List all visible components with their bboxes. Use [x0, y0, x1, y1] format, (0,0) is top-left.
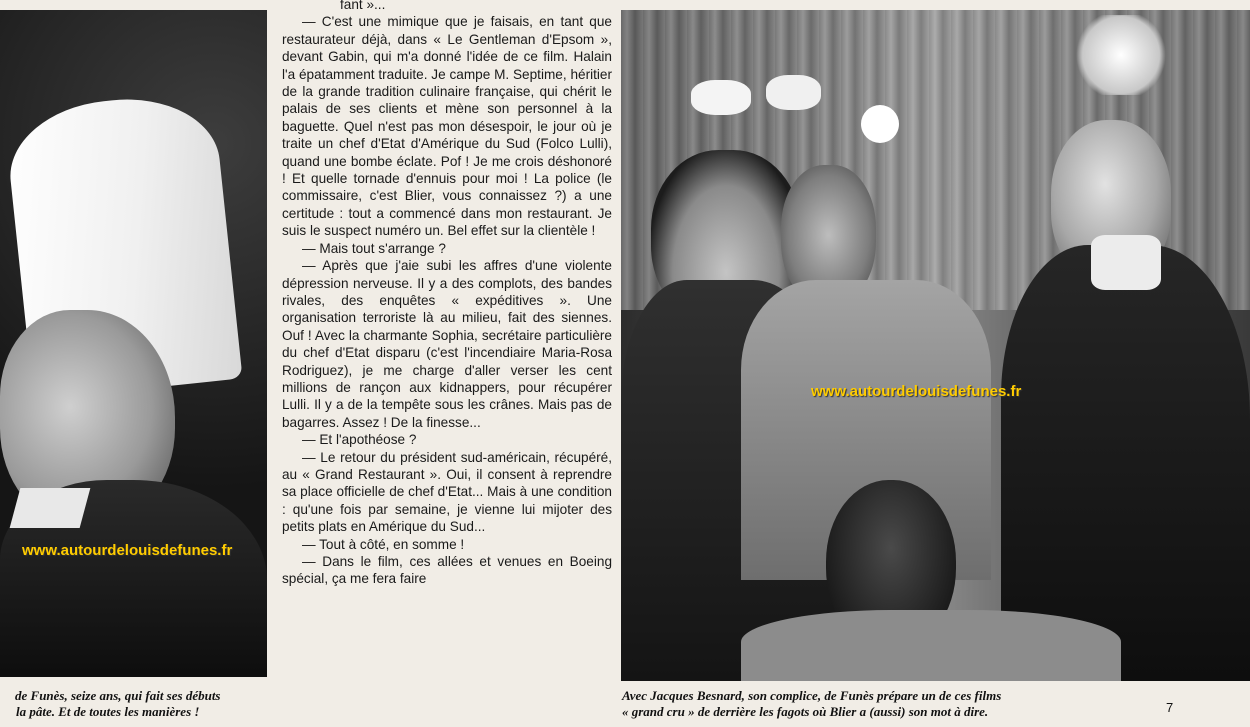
- article-column: [282, 0, 612, 727]
- wall-lamp: [766, 75, 821, 110]
- article-paragraph: — Mais tout s'arrange ?: [302, 240, 446, 256]
- photo-film-set: [621, 10, 1250, 681]
- article-paragraph: — Dans le film, ces allées et venues en Boeing spécial, ça me fera faire: [282, 554, 612, 587]
- article-paragraph: — Le retour du président sud-américain, récupéré, au « Grand Restaurant ». Oui, il consent à reprendre sa place officielle de chef d'Etat... Mais à une condition : qu'une fois par semaine, je vienne lui mijoter des petits plats en Amérique du Sud...: [282, 449, 612, 535]
- photo-chef-hat: [0, 10, 267, 677]
- page-number: 7: [1166, 700, 1174, 715]
- wall-lamp: [691, 80, 751, 115]
- caption-left-line-1: de Funès, seize ans, qui fait ses débuts: [15, 688, 221, 703]
- article-top-fragment: fant »...: [340, 0, 386, 12]
- caption-right-line-1: Avec Jacques Besnard, son complice, de Funès prépare un de ces films: [622, 688, 1002, 703]
- caption-left-line-2: la pâte. Et de toutes les manières !: [16, 704, 200, 719]
- article-paragraph: — Après que j'aie subi les affres d'une violente dépression nerveuse. Il y a des complots, des bandes rivales, des enquêtes « expéditives ». Une organisation terroriste là au milieu, fait des siennes. Ouf ! Avec la charmante Sophia, secrétaire particulière du chef d'Etat disparu (c'est l'incendiaire Maria-Rosa Rodriguez), je me charge d'aller verser les cent millions de rançon aux kidnappers, pour récupérer Lulli. Il y a de la tempête sous les crânes. Mais pas de bagarres. Assez ! De la finesse...: [282, 258, 612, 430]
- studio-light: [861, 105, 899, 143]
- watermark-right: www.autourdelouisdefunes.fr: [811, 383, 1022, 400]
- article-paragraph: — Et l'apothéose ?: [302, 432, 417, 448]
- article-paragraph: — Tout à côté, en somme !: [302, 536, 465, 552]
- watermark-left: www.autourdelouisdefunes.fr: [22, 542, 233, 559]
- white-scarf: [1091, 235, 1161, 290]
- caption-right-line-2: « grand cru » de derrière les fagots où Blier a (aussi) son mot à dire.: [622, 704, 989, 719]
- child-shoulders: [741, 610, 1121, 681]
- chandelier: [1071, 15, 1171, 95]
- article-paragraph: — C'est une mimique que je faisais, en tant que restaurateur déjà, dans « Le Gentleman d'Epsom », devant Gabin, qui m'a donné l'idée de ce film. Halain l'a épatamment traduite. Je campe M. Septime, héritier de la grande tradition culinaire française, qui chérit le palais de ses clients et mène son personnel à la baguette. Quel n'est pas mon désespoir, le jour où je traite un chef d'Etat d'Amérique du Sud (Folco Lulli), quand une bombe éclate. Pof ! Je me crois déshonoré ! Et quelle tornade d'ennuis pour moi ! La police (le commissaire, c'est Blier, vous connaissez ?) a une certitude : tout a commencé dans mon restaurant. Je suis le suspect numéro un. Bel effet sur la clientèle !: [282, 14, 612, 239]
- white-collar: [10, 488, 91, 528]
